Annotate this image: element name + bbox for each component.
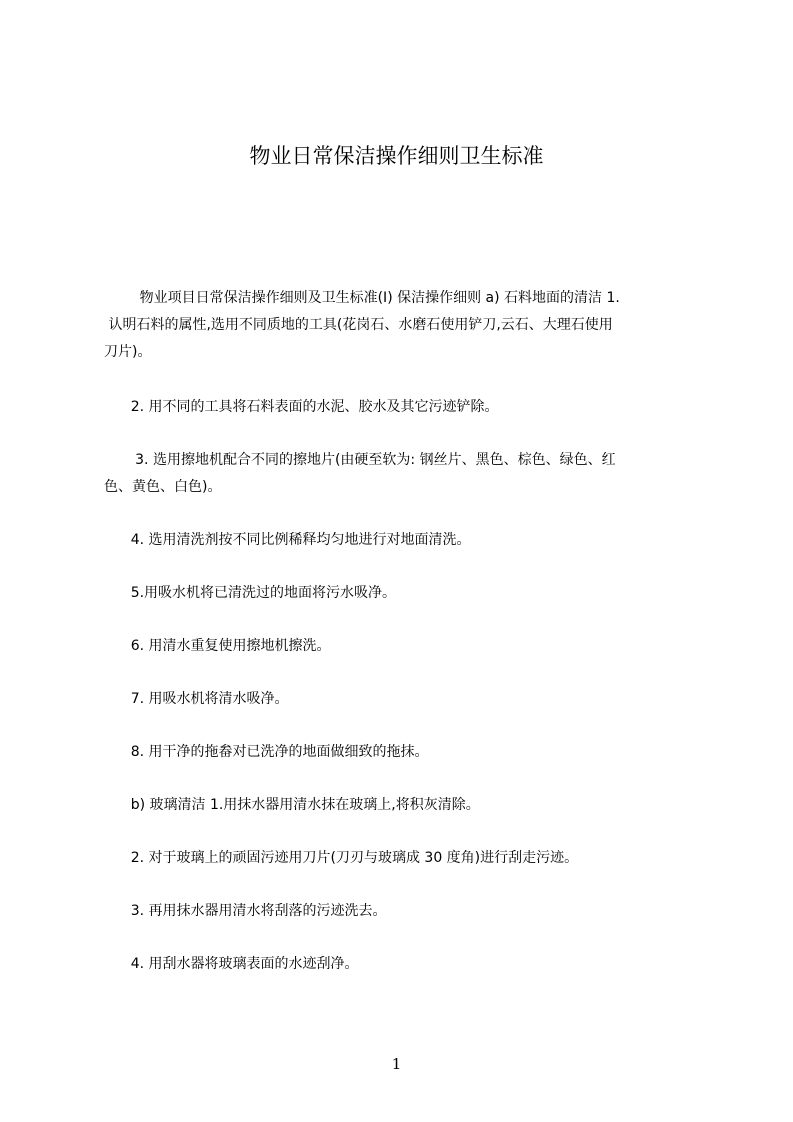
paragraph-step-8 <box>104 739 708 766</box>
paragraph-line: 5.用吸水机将已清洗过的地面将污水吸净。 <box>104 585 397 601</box>
paragraph-line: 3. 再用抹水器用清水将刮落的污迹洗去。 <box>104 903 387 919</box>
paragraph-line: 8. 用干净的拖畚对已洗净的地面做细致的拖抹。 <box>104 744 429 760</box>
paragraph-line: 4. 用刮水器将玻璃表面的水迹刮净。 <box>104 956 359 972</box>
paragraph-step-3 <box>104 447 708 501</box>
page-number: 1 <box>391 1055 402 1073</box>
paragraph-step-6 <box>104 633 708 660</box>
paragraph-intro <box>104 285 708 366</box>
paragraph-step-4 <box>104 527 708 554</box>
paragraph-glass-4 <box>104 951 708 978</box>
paragraph-step-5 <box>104 580 708 607</box>
paragraph-line: 7. 用吸水机将清水吸净。 <box>104 691 289 707</box>
paragraph-line: 2. 用不同的工具将石料表面的水泥、胶水及其它污迹铲除。 <box>104 399 499 415</box>
paragraph-line: 物业项目日常保洁操作细则及卫生标准(I) 保洁操作细则 a) 石料地面的清洁 1. <box>104 290 620 306</box>
paragraph-step-7 <box>104 686 708 713</box>
paragraph-line: 色、黄色、白色)。 <box>104 479 222 495</box>
paragraph-glass-2 <box>104 845 708 872</box>
paragraph-glass-1 <box>104 792 708 819</box>
paragraph-line: 6. 用清水重复使用擦地机擦洗。 <box>104 638 331 654</box>
paragraph-line: 2. 对于玻璃上的顽固污迹用刀片(刀刃与玻璃成 30 度角)进行刮走污迹。 <box>104 850 579 866</box>
paragraph-step-2 <box>104 394 708 421</box>
paragraph-line: 4. 选用清洗剂按不同比例稀释均匀地进行对地面清洗。 <box>104 532 471 548</box>
paragraph-line: 3. 选用擦地机配合不同的擦地片(由硬至软为: 钢丝片、黑色、棕色、绿色、红 <box>104 452 616 468</box>
paragraph-line: b) 玻璃清洁 1.用抹水器用清水抹在玻璃上,将积灰清除。 <box>104 797 480 813</box>
paragraph-line: 认明石料的属性,选用不同质地的工具(花岗石、水磨石使用铲刀,云石、大理石使用 <box>104 317 613 333</box>
paragraph-glass-3 <box>104 898 708 925</box>
paragraph-line: 刀片)。 <box>104 344 152 360</box>
document-title: 物业日常保洁操作细则卫生标准 <box>249 144 544 168</box>
